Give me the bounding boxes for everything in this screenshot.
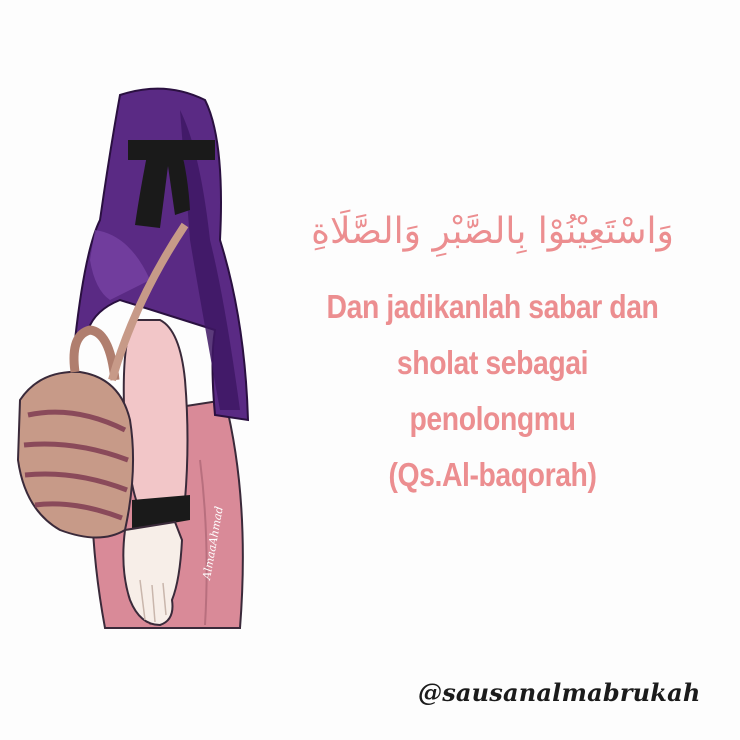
author-handle: @sausanalmabrukah	[418, 678, 701, 707]
hijab-girl-illustration	[0, 0, 290, 740]
translation-text	[288, 279, 697, 503]
translation-line: penolongmu	[409, 400, 576, 437]
sleeve	[124, 320, 188, 510]
quote-block	[255, 205, 730, 503]
artist-signature: AlmaaAhmad	[200, 505, 226, 581]
translation-line: (Qs.Al-baqorah)	[388, 456, 597, 493]
arabic-verse: وَاسْتَعِيْنُوْا بِالصَّبْرِ وَالصَّلَاةِ	[311, 211, 674, 252]
translation-line: sholat sebagai	[396, 344, 589, 381]
translation-line: Dan jadikanlah sabar dan	[326, 288, 659, 325]
